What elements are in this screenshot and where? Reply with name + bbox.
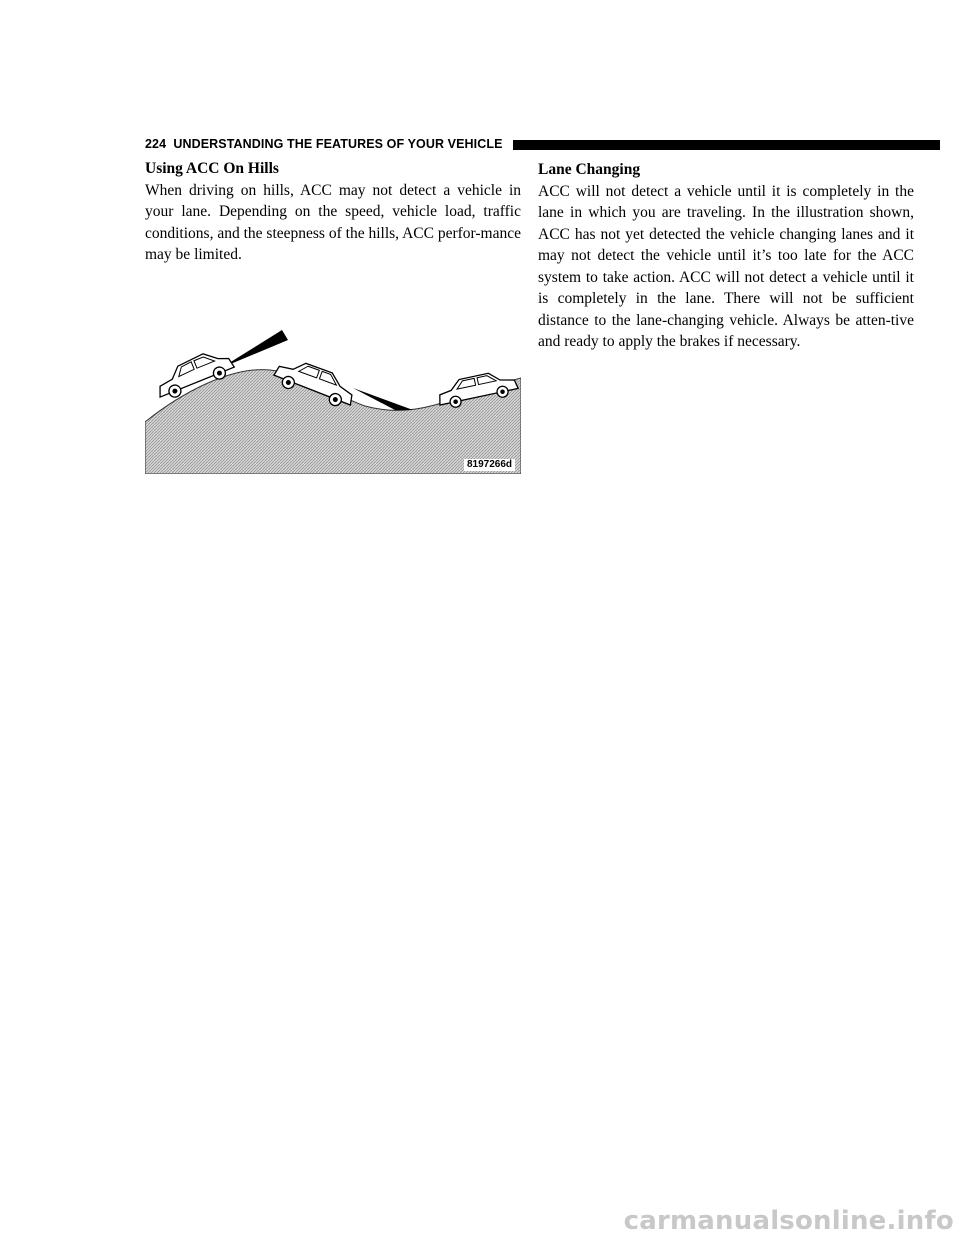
section-heading-lane-changing: Lane Changing <box>538 161 641 178</box>
section-heading-hills: Using ACC On Hills <box>145 160 279 177</box>
page-header <box>145 136 940 156</box>
hills-illustration <box>145 320 521 474</box>
paragraph-lane-changing: ACC will not detect a vehicle until it is completely in the lane in which you are traveling. In the illustration shown, ACC has not yet detected the vehicle changing lanes and it may not detect the vehicle until it’s too late for the ACC system to take action. ACC will not detect a vehicle until it is completely in the lane. There will not be sufficient distance to the lane-changing vehicle. Always be atten-tive and ready to apply the brakes if necessary. <box>538 182 914 350</box>
paragraph-hills: When driving on hills, ACC may not detect a vehicle in your lane. Depending on the speed, vehicle load, traffic conditions, and the steepness of the hills, ACC perfor-mance may be limited. <box>145 181 521 263</box>
watermark: carmanualsonline.info <box>623 1206 954 1236</box>
page-number: 224 <box>145 137 167 151</box>
left-column <box>145 158 521 266</box>
right-column <box>538 158 914 353</box>
header-text <box>145 137 503 151</box>
section-title: UNDERSTANDING THE FEATURES OF YOUR VEHICLE <box>173 137 503 151</box>
figure-code: 8197266d <box>464 459 515 471</box>
hills-illustration-drawing <box>145 320 521 474</box>
header-rule <box>513 140 940 150</box>
